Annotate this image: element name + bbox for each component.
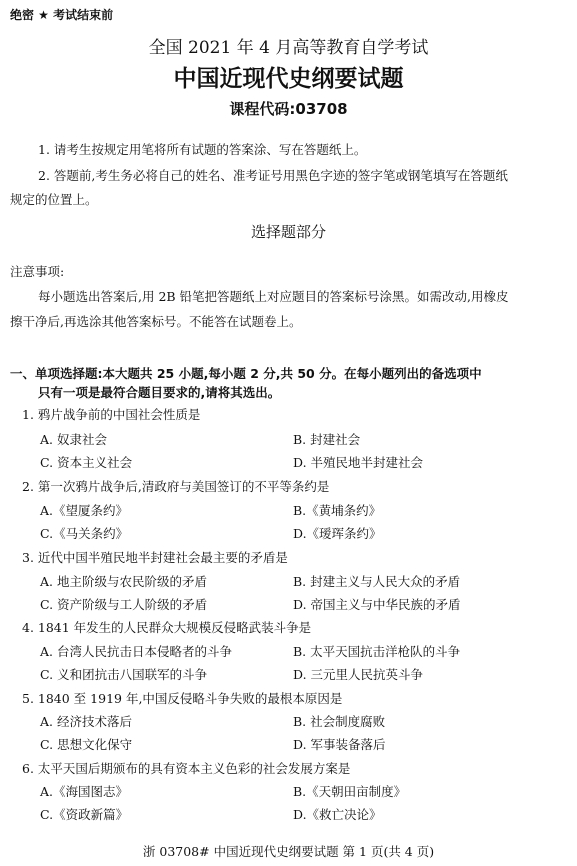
- question-5-stem: 5. 1840 至 1919 年,中国反侵略斗争失败的最根本原因是: [22, 691, 343, 706]
- question-6-option-c: C.《资政新篇》: [40, 807, 129, 822]
- question-1-option-a: A. 奴隶社会: [40, 432, 107, 447]
- question-1-option-d: D. 半殖民地半封建社会: [293, 455, 424, 470]
- question-4-option-c: C. 义和团抗击八国联军的斗争: [40, 667, 208, 682]
- question-2-option-d: D.《瑷珲条约》: [293, 526, 382, 541]
- question-2-option-c: C.《马关条约》: [40, 526, 129, 541]
- question-3-option-a: A. 地主阶级与农民阶级的矛盾: [40, 574, 207, 589]
- question-4-option-a: A. 台湾人民抗击日本侵略者的斗争: [40, 644, 232, 659]
- question-5-option-a: A. 经济技术落后: [40, 714, 132, 729]
- instruction-1: 1. 请考生按规定用笔将所有试题的答案涂、写在答题纸上。: [38, 142, 367, 157]
- page-footer: 浙 03708# 中国近现代史纲要试题 第 1 页(共 4 页): [142, 844, 435, 859]
- part-one-heading-cont: 只有一项是最符合题目要求的,请将其选出。: [38, 385, 281, 400]
- question-4-option-d: D. 三元里人民抗英斗争: [293, 667, 424, 682]
- notice-line-1: 每小题选出答案后,用 2B 铅笔把答题纸上对应题目的答案标号涂黑。如需改动,用橡皮: [38, 289, 509, 304]
- course-code: 课程代码:03708: [229, 100, 348, 118]
- question-6-option-d: D.《救亡决论》: [293, 807, 382, 822]
- exam-title: 全国 2021 年 4 月高等教育自学考试: [148, 38, 429, 58]
- question-4-option-b: B. 太平天国抗击洋枪队的斗争: [293, 644, 461, 659]
- question-5-option-c: C. 思想文化保守: [40, 737, 133, 752]
- question-5-option-b: B. 社会制度腐败: [293, 714, 386, 729]
- instruction-2: 2. 答题前,考生务必将自己的姓名、准考证号用黑色字迹的签字笔或钢笔填写在答题纸: [38, 168, 508, 183]
- part-one-heading: 一、单项选择题:本大题共 25 小题,每小题 2 分,共 50 分。在每小题列出的备选项中: [10, 366, 482, 381]
- question-3-option-b: B. 封建主义与人民大众的矛盾: [293, 574, 461, 589]
- question-6-stem: 6. 太平天国后期颁布的具有资本主义色彩的社会发展方案是: [22, 761, 351, 776]
- question-3-option-d: D. 帝国主义与中华民族的矛盾: [293, 597, 461, 612]
- question-2-stem: 2. 第一次鸦片战争后,清政府与美国签订的不平等条约是: [22, 479, 330, 494]
- question-6-option-b: B.《天朝田亩制度》: [293, 784, 407, 799]
- question-1-option-c: C. 资本主义社会: [40, 455, 133, 470]
- instruction-2-cont: 规定的位置上。: [10, 192, 98, 207]
- paper-title: 中国近现代史纲要试题: [173, 66, 404, 92]
- question-3-stem: 3. 近代中国半殖民地半封建社会最主要的矛盾是: [22, 550, 288, 565]
- question-5-option-d: D. 军事装备落后: [293, 737, 386, 752]
- secret-mark: 绝密 ★ 考试结束前: [10, 8, 114, 22]
- question-4-stem: 4. 1841 年发生的人民群众大规模反侵略武装斗争是: [22, 620, 312, 635]
- question-2-option-a: A.《望厦条约》: [40, 503, 129, 518]
- question-1-stem: 1. 鸦片战争前的中国社会性质是: [22, 407, 201, 422]
- notice-line-2: 擦干净后,再选涂其他答案标号。不能答在试题卷上。: [10, 314, 302, 329]
- question-2-option-b: B.《黄埔条约》: [293, 503, 382, 518]
- section-title: 选择题部分: [250, 223, 326, 241]
- question-3-option-c: C. 资产阶级与工人阶级的矛盾: [40, 597, 208, 612]
- notice-label: 注意事项:: [10, 264, 65, 279]
- question-1-option-b: B. 封建社会: [293, 432, 361, 447]
- question-6-option-a: A.《海国图志》: [40, 784, 129, 799]
